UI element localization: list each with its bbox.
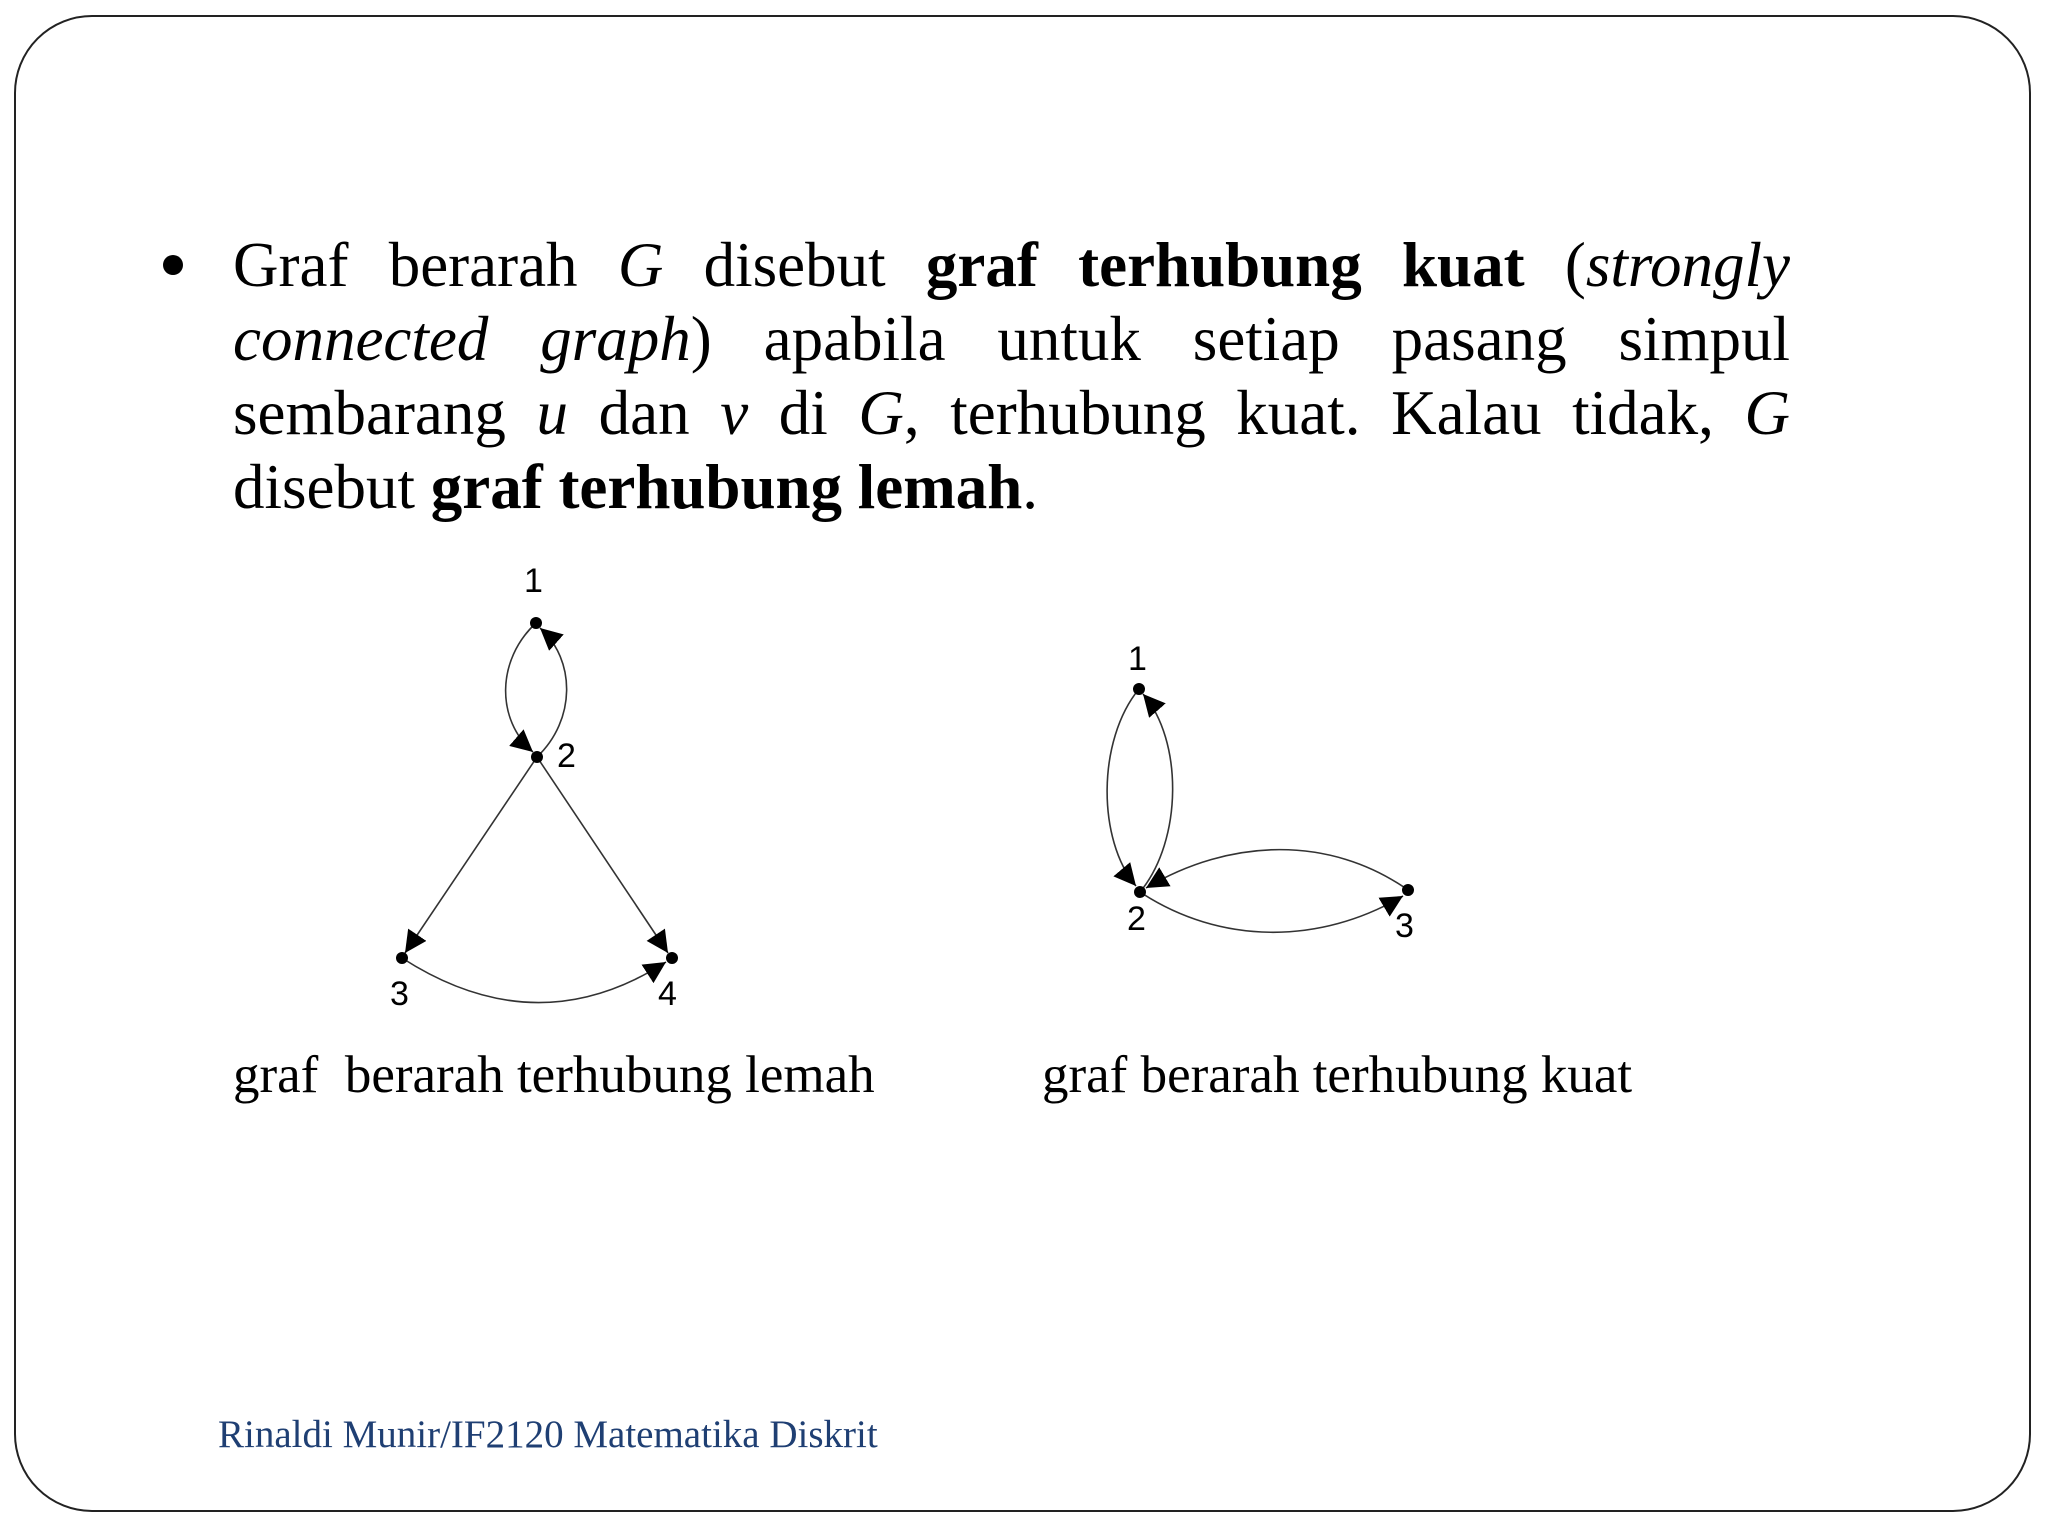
term-strongly-connected: graf terhubung kuat bbox=[925, 230, 1525, 300]
strongly-connected-graph bbox=[1107, 640, 1414, 945]
node-3 bbox=[396, 952, 408, 964]
edge-3-4 bbox=[402, 958, 666, 1003]
edge-2-1 bbox=[1140, 694, 1173, 892]
definition-paragraph: Graf berarah G disebut graf terhubung kuat (strongly connected graph) apabila untuk setiap pasang simpul sembarang u dan v di G, terhubung kuat. Kalau tidak, G disebut graf terhubung lemah. bbox=[233, 230, 1791, 522]
edge-2-4 bbox=[537, 757, 668, 953]
node-label-1: 1 bbox=[524, 562, 543, 600]
node-label-2: 2 bbox=[1127, 900, 1146, 938]
edge-2-3 bbox=[405, 757, 537, 953]
node-3 bbox=[1402, 884, 1414, 896]
node-4 bbox=[666, 952, 678, 964]
node-1 bbox=[1133, 683, 1145, 695]
node-label-3: 3 bbox=[390, 975, 409, 1013]
node-1 bbox=[530, 617, 542, 629]
term-weakly-connected: graf terhubung lemah bbox=[430, 452, 1023, 522]
edge-1-2 bbox=[1107, 689, 1139, 886]
edge-2-3 bbox=[1140, 892, 1403, 932]
caption-strongly-connected: graf berarah terhubung kuat bbox=[1042, 1046, 1633, 1104]
node-2 bbox=[1134, 886, 1146, 898]
weakly-connected-graph bbox=[390, 562, 678, 1013]
node-label-4: 4 bbox=[658, 975, 677, 1013]
edge-3-2 bbox=[1146, 850, 1408, 890]
node-2 bbox=[531, 751, 543, 763]
footer-credit: Rinaldi Munir/IF2120 Matematika Diskrit bbox=[218, 1413, 878, 1456]
node-label-2: 2 bbox=[557, 737, 576, 775]
caption-weakly-connected: graf berarah terhubung lemah bbox=[233, 1046, 875, 1104]
node-label-3: 3 bbox=[1395, 907, 1414, 945]
node-label-1: 1 bbox=[1128, 640, 1147, 678]
edge-1-2 bbox=[506, 623, 536, 752]
